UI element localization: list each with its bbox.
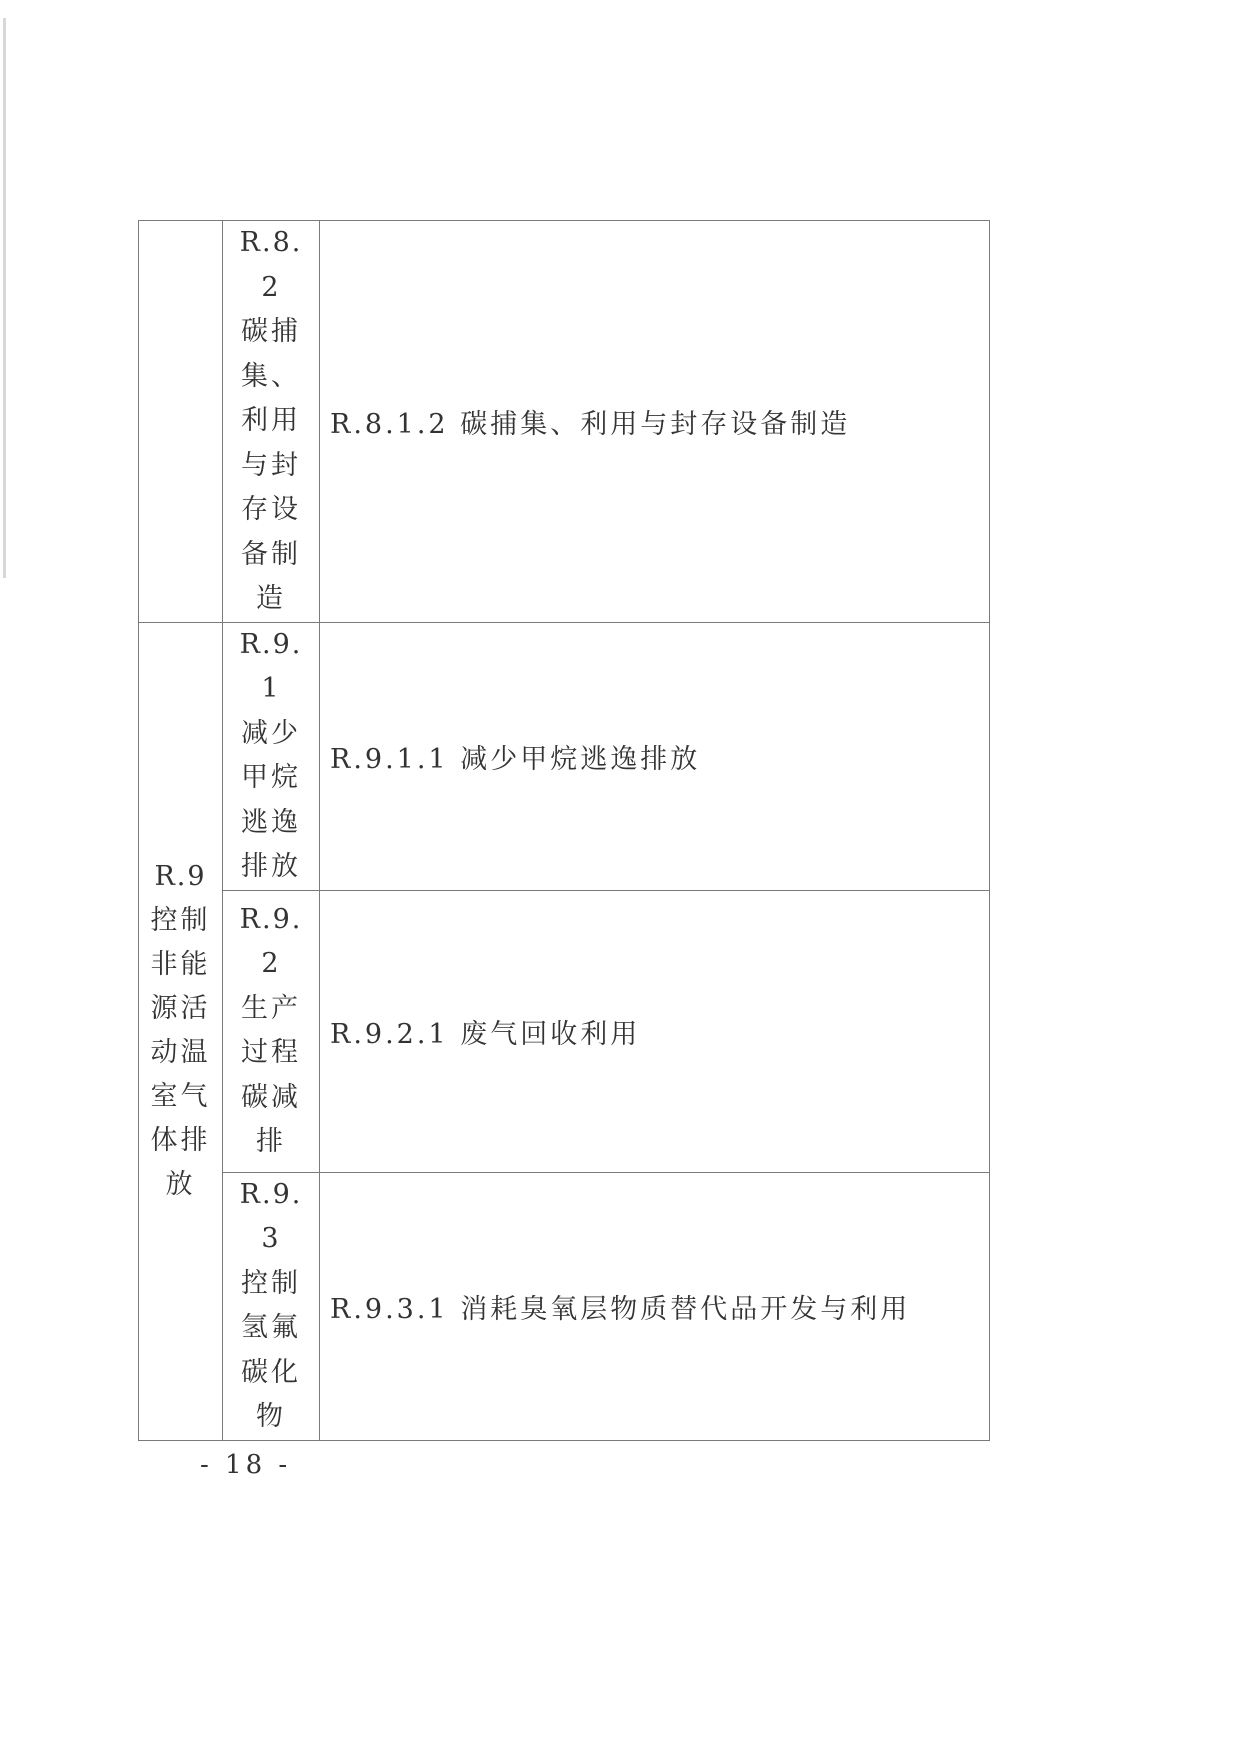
item-cell	[320, 1172, 990, 1440]
subcategory-code: R.9.3	[239, 1178, 303, 1254]
item-text: R.9.2.1 废气回收利用	[330, 1018, 641, 1050]
item-text: R.9.3.1 消耗臭氧层物质替代品开发与利用	[330, 1293, 911, 1325]
subcategory-name: 生产过程碳减排	[241, 992, 301, 1157]
page-number: - 18 -	[200, 1450, 292, 1480]
subcategory-name: 控制氢氟碳化物	[241, 1267, 301, 1432]
subcategory-cell	[223, 890, 320, 1172]
subcategory-cell	[223, 1172, 320, 1440]
category-cell	[139, 622, 223, 1440]
table-row	[139, 221, 990, 623]
table-row	[139, 1172, 990, 1440]
subcategory-cell	[223, 221, 320, 623]
classification-table	[138, 220, 990, 1441]
item-cell	[320, 221, 990, 623]
subcategory-name: 碳捕集、利用与封存设备制造	[241, 316, 301, 614]
item-text: R.9.1.1 减少甲烷逃逸排放	[330, 743, 701, 775]
subcategory-code: R.9.2	[239, 903, 303, 979]
subcategory-name: 减少甲烷逃逸排放	[241, 717, 301, 882]
category-name: 控制非能源活动温室气体排放	[150, 905, 211, 1200]
item-cell	[320, 890, 990, 1172]
subcategory-cell	[223, 622, 320, 890]
table-row	[139, 622, 990, 890]
item-cell	[320, 622, 990, 890]
category-code: R.9	[154, 861, 207, 892]
category-cell-empty	[139, 221, 223, 623]
subcategory-code: R.9.1	[239, 628, 303, 704]
scan-edge-shadow	[3, 18, 6, 578]
item-text: R.8.1.2 碳捕集、利用与封存设备制造	[330, 408, 851, 440]
table-row	[139, 890, 990, 1172]
subcategory-code: R.8.2	[239, 227, 303, 303]
